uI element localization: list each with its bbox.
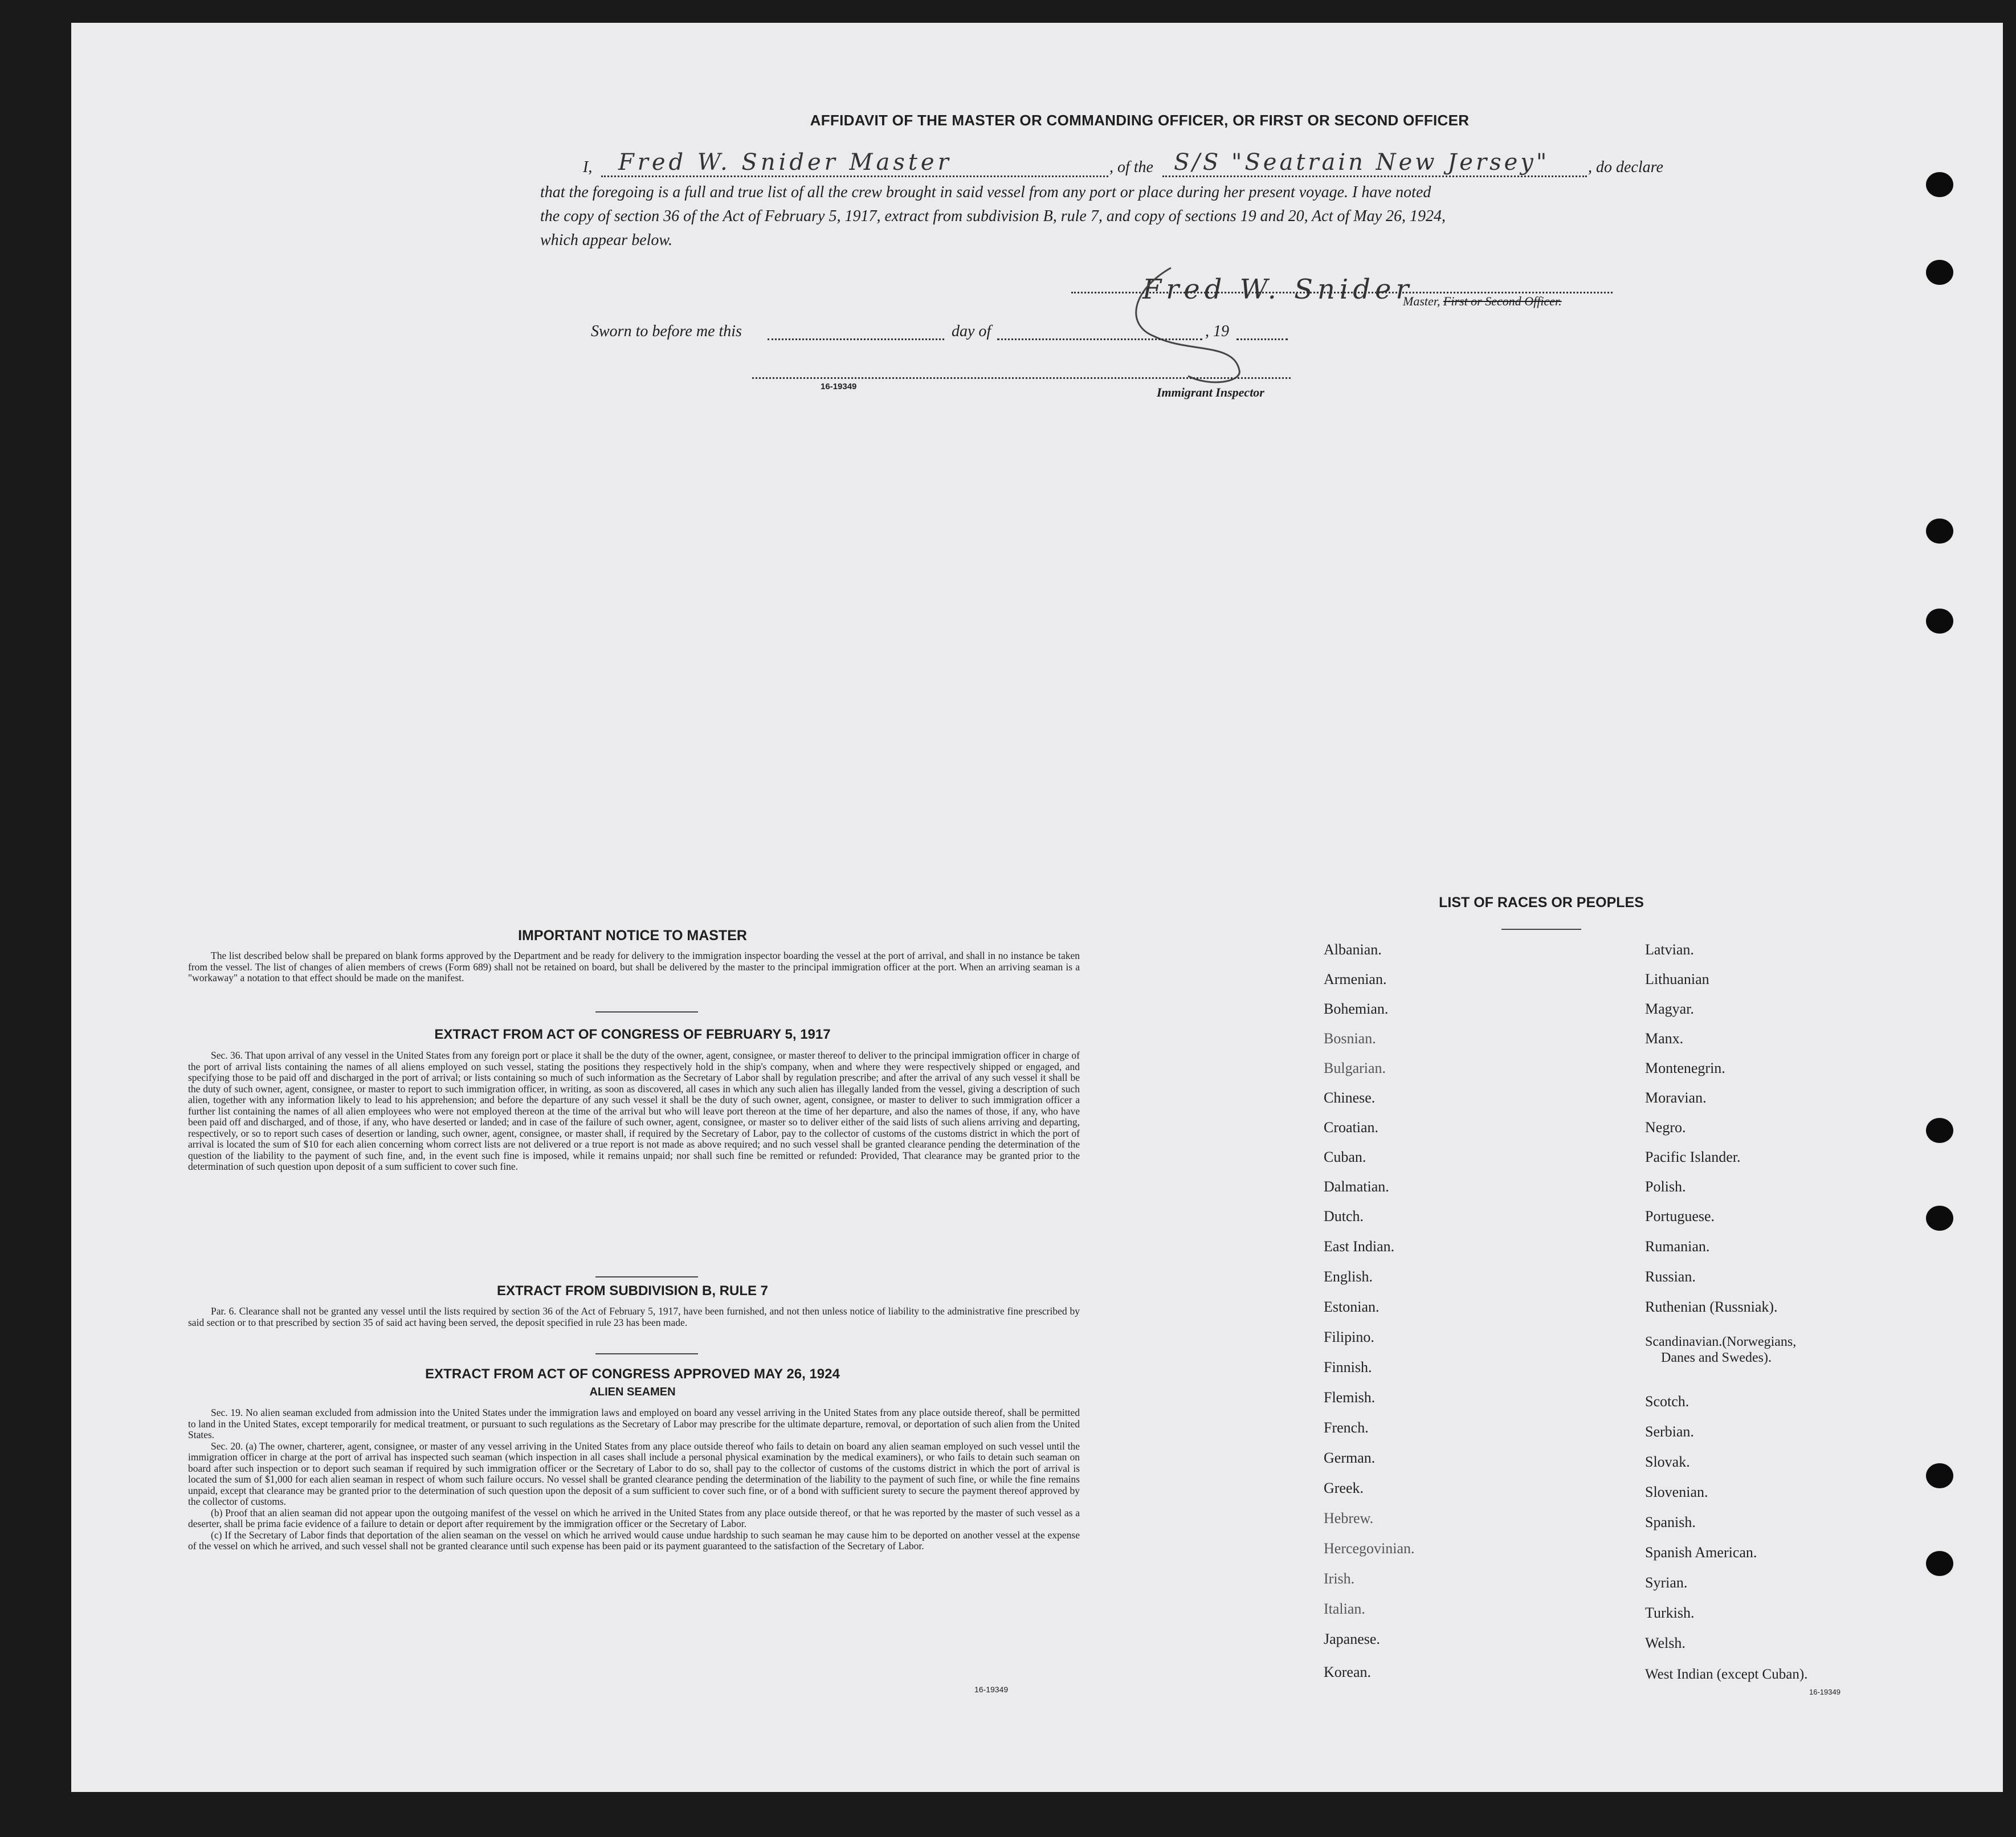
signature-flourish: [1120, 256, 1302, 387]
extract-1924-paragraph: (c) If the Secretary of Labor finds that deportation of the alien seaman on the vessel on which he arrived would cause undue hardship to such seaman he may cause him to be deported on another vessel at the expense of the vessel on which he arrived, and such vessel shall not be granted clearance until such expense has been paid or its payment guaranteed to the satisfaction of the Secretary of Labor.: [188, 1529, 1080, 1552]
race-item: Italian.: [1324, 1601, 1365, 1617]
race-item: Latvian.: [1645, 941, 1694, 958]
legal-form-number: 16-19349: [974, 1685, 1009, 1694]
race-item: Negro.: [1645, 1119, 1686, 1136]
sworn-prefix: Sworn to before me this: [591, 323, 742, 340]
race-item: Moravian.: [1645, 1089, 1707, 1106]
master-name-handwritten: Fred W. Snider Master: [618, 149, 952, 175]
punch-hole: [1926, 1206, 1953, 1231]
race-item: Estonian.: [1324, 1299, 1380, 1315]
punch-hole: [1926, 1551, 1953, 1576]
signature-caption: [1403, 294, 1562, 309]
inspector-caption: Immigrant Inspector: [1157, 385, 1264, 399]
extract-1924-subtitle: ALIEN SEAMEN: [589, 1386, 676, 1398]
affidavit-line2: that the foregoing is a full and true list of all the crew brought in said vessel from any port or place during her present voyage. I have noted: [540, 183, 1431, 201]
race-item: Greek.: [1324, 1480, 1364, 1496]
race-item: Ruthenian (Russniak).: [1645, 1299, 1778, 1315]
sworn-year-field: [1236, 337, 1288, 340]
race-item: Slovenian.: [1645, 1484, 1708, 1500]
race-item: Slovak.: [1645, 1454, 1690, 1470]
race-item: Portuguese.: [1645, 1208, 1715, 1224]
race-item: Hebrew.: [1324, 1510, 1374, 1526]
race-item-continuation: Danes and Swedes).: [1661, 1350, 1772, 1365]
race-item: Russian.: [1645, 1268, 1696, 1285]
extract-1924-paragraph: (b) Proof that an alien seaman did not appear upon the outgoing manifest of the vessel on which he arrived in the United States from any place outside thereof, or that he was reported by the master of such vessel as a deserter, shall be prima facie evidence of a failure to detain or deport after requirement by the immigration officer or the Secretary of Labor.: [188, 1507, 1080, 1529]
race-item: Japanese.: [1324, 1631, 1380, 1647]
rule7-paragraph: Par. 6. Clearance shall not be granted any vessel until the lists required by section 36 of the Act of February 5, 1917, have been furnished, and not then unless notice of liability to the administrative fine prescribed by said section or to that prescribed by section 35 of said act having been served, the deposit specified in rule 23 has been made.: [188, 1305, 1080, 1328]
race-item: Finnish.: [1324, 1359, 1372, 1375]
punch-hole: [1926, 172, 1953, 197]
race-item: Bohemian.: [1324, 1001, 1389, 1017]
race-item: Dalmatian.: [1324, 1178, 1389, 1195]
extract-1924-title: EXTRACT FROM ACT OF CONGRESS APPROVED MAY 26, 1924: [425, 1366, 840, 1382]
extract-1917-paragraph: Sec. 36. That upon arrival of any vessel in the United States from any foreign port or place it shall be the duty of the owner, agent, consignee, or master thereof to deliver to the principal immigration officer in charge of the port of arrival lists containing the names of all aliens employed on such vessel, stating the positions they respectively hold in the ship's company, when and where they were respectively shipped or engaged, and specifying those to be paid off and discharged in the port of arrival; or lists containing so much of such information as the Secretary of Labor shall by regulation prescribe; and after the arrival of any such vessel it shall be the duty of such owner, agent, consignee, or master to report to such immigration officer, in writing, as soon as discovered, all cases in which any such alien has illegally landed from the vessel, giving a description of such alien, together with any information likely to lead to his apprehension; and before the departure of any such vessel it shall be the duty of such owner, agent, consignee, or master to deliver to such immigration officer a further list containing the names of all alien employees who were not employed thereon at the time of the arrival but who will leave port thereon at the time of her departure, and also the names of those, if any, who have been paid off and discharged, and of those, if any, who have deserted or landed; and in case of the failure of such owner, agent, consignee, or master so to deliver either of the said lists of such aliens arriving and departing, respectively, or so to report such cases of desertion or landing, such owner, agent, consignee, or master shall, if required by the Secretary of Labor, pay to the collector of customs of the customs district in which the port of arrival is located the sum of $10 for each alien concerning whom correct lists are not delivered or a true report is not made as above required; and no such vessel shall be granted clearance pending the determination of the question of the liability to the payment of such fine, and, in the event such fine is imposed, while it remains unpaid; nor shall such fine be remitted or refunded: Provided, That clearance may be granted prior to the determination of such question upon deposit of a sum sufficient to cover such fine.: [188, 1050, 1080, 1172]
race-item: Spanish.: [1645, 1514, 1696, 1530]
notice-title: IMPORTANT NOTICE TO MASTER: [518, 928, 747, 944]
extract-1924-paragraph: Sec. 20. (a) The owner, charterer, agent, consignee, or master of any vessel arriving in the United States from any place outside thereof who fails to detain on board any alien seaman employed on such vessel until the immigration officer in charge at the port of arrival has inspected such seaman (which inspection in all cases shall include a personal physical examination by the medical examiners), or who fails to detain such seaman on board after such inspection or to deport such seaman if required by such immigration officer or the Secretary of Labor to do so, shall pay to the collector of customs of the customs district in which the port of arrival is located the sum of $1,000 for each alien seaman in respect of whom such failure occurs. No vessel shall be granted clearance pending the determination of the liability to the payment of such fine, or while the fine remains unpaid, except that clearance may be granted prior to the determination of such question upon the deposit of a sum sufficient to cover such fine, or of a bond with sufficient surety to secure the payment thereof approved by the collector of customs.: [188, 1440, 1080, 1507]
divider: [595, 1011, 698, 1013]
affidavit-title: AFFIDAVIT OF THE MASTER OR COMMANDING OFFICER, OR FIRST OR SECOND OFFICER: [810, 112, 1470, 129]
race-item: Manx.: [1645, 1030, 1684, 1047]
race-item: Scotch.: [1645, 1393, 1689, 1410]
race-item: Serbian.: [1645, 1423, 1694, 1440]
signature-caption-master: Master,: [1403, 294, 1440, 308]
divider: [1501, 929, 1581, 930]
race-item: Turkish.: [1645, 1605, 1695, 1621]
race-item: Welsh.: [1645, 1635, 1686, 1651]
race-item: Lithuanian: [1645, 971, 1709, 987]
vessel-name-handwritten: S/S "Seatrain New Jersey": [1174, 149, 1550, 175]
inspector-signature-line: [752, 376, 1291, 379]
race-item: Polish.: [1645, 1178, 1686, 1195]
signature-caption-struck: First or Second Officer.: [1443, 294, 1562, 308]
year-prefix: , 19: [1205, 323, 1229, 340]
document-sheet: [71, 23, 2003, 1792]
race-item: Bulgarian.: [1324, 1060, 1386, 1076]
races-title: LIST OF RACES OR PEOPLES: [1439, 895, 1644, 911]
notice-text: [188, 950, 1080, 984]
notice-paragraph: The list described below shall be prepared on blank forms approved by the Department and be ready for delivery to the immigration inspector boarding the vessel at the port of arrival, and shall in no instance be taken from the vessel. The list of changes of alien members of crews (Form 689) shall not be retained on board, but shall be delivered by the master to the principal immigration officer at the port. When an arriving seaman is a "workaway" a notation to that effect should be made on the manifest.: [188, 950, 1080, 983]
race-item: Dutch.: [1324, 1208, 1364, 1224]
race-item: East Indian.: [1324, 1238, 1395, 1255]
race-item: Armenian.: [1324, 971, 1387, 987]
affidavit-line3: the copy of section 36 of the Act of February 5, 1917, extract from subdivision B, rule 7, and copy of sections 19 and 20, Act of May 26, 1924,: [540, 207, 1446, 225]
of-the-label: , of the: [1109, 158, 1153, 176]
race-item: Irish.: [1324, 1570, 1355, 1587]
punch-hole: [1926, 609, 1953, 634]
race-item: German.: [1324, 1450, 1376, 1466]
punch-hole: [1926, 260, 1953, 285]
race-item: Spanish American.: [1645, 1544, 1757, 1561]
sworn-day-field: [768, 337, 944, 340]
race-item: Albanian.: [1324, 941, 1382, 958]
day-of-label: day of: [952, 323, 991, 340]
affidavit-form-number: 16-19349: [821, 382, 857, 391]
race-item: French.: [1324, 1419, 1369, 1436]
race-item: Croatian.: [1324, 1119, 1379, 1136]
rule7-title: EXTRACT FROM SUBDIVISION B, RULE 7: [496, 1283, 769, 1299]
race-item: Magyar.: [1645, 1001, 1694, 1017]
races-form-number: 16-19349: [1809, 1688, 1840, 1696]
race-item: Pacific Islander.: [1645, 1149, 1741, 1165]
race-item: Hercegovinian.: [1324, 1540, 1415, 1557]
extract-1924-paragraph: Sec. 19. No alien seaman excluded from admission into the United States under the immigration laws and employed on board any vessel arriving in the United States from any place outside thereof, shall be permitted to land in the United States, except temporarily for medical treatment, or pursuant to such regulations as the Secretary of Labor may prescribe for the ultimate departure, removal, or deportation of such alien from the United States.: [188, 1407, 1080, 1440]
race-item: Bosnian.: [1324, 1030, 1376, 1047]
rule7-text: [188, 1306, 1080, 1328]
race-item: Filipino.: [1324, 1329, 1374, 1345]
affidavit-line4: which appear below.: [540, 231, 673, 249]
race-item: Syrian.: [1645, 1574, 1688, 1591]
signature-line: [1071, 291, 1613, 293]
divider: [595, 1353, 698, 1354]
affidavit-line1-prefix: I,: [583, 158, 593, 176]
do-declare-label: , do declare: [1588, 158, 1663, 176]
race-item: Montenegrin.: [1645, 1060, 1725, 1076]
race-item: Flemish.: [1324, 1389, 1376, 1406]
race-item: Rumanian.: [1645, 1238, 1710, 1255]
race-item: Korean.: [1324, 1664, 1372, 1680]
extract-1917-title: EXTRACT FROM ACT OF CONGRESS OF FEBRUARY 5, 1917: [434, 1027, 831, 1042]
extract-1924-text: [188, 1407, 1080, 1552]
extract-1917-text: [188, 1050, 1080, 1173]
punch-hole: [1926, 519, 1953, 544]
race-item: Cuban.: [1324, 1149, 1366, 1165]
race-item: Chinese.: [1324, 1089, 1376, 1106]
divider: [595, 1276, 698, 1277]
master-signature: Fred W. Snider: [1142, 273, 1414, 305]
sworn-month-field: [997, 337, 1202, 340]
punch-hole: [1926, 1463, 1953, 1488]
race-item: West Indian (except Cuban).: [1645, 1667, 1808, 1682]
punch-hole: [1926, 1118, 1953, 1143]
race-item: Scandinavian.(Norwegians,: [1645, 1334, 1797, 1349]
race-item: English.: [1324, 1268, 1373, 1285]
